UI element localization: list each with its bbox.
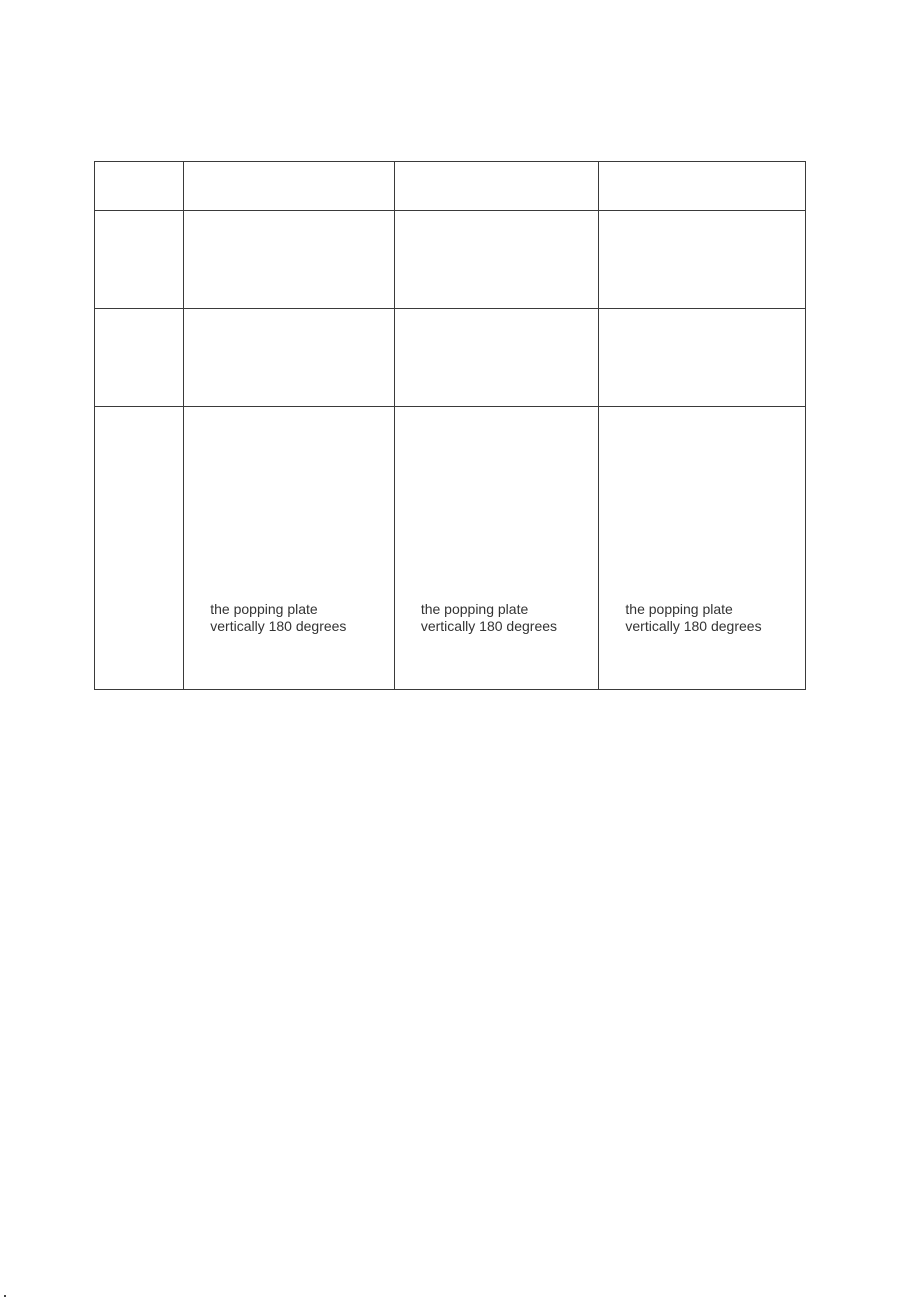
table-cell [394,407,599,690]
text-line: vertically 180 degrees [420,618,558,634]
text-line: the popping plate [625,601,733,617]
table-cell [394,162,599,211]
table-cell [599,407,806,690]
table-cell [95,309,184,407]
table-cell [184,407,395,690]
table-cell [599,309,806,407]
cell-instruction-text [421,601,557,635]
scan-dot [4,1295,6,1297]
instruction-table [94,161,806,690]
table-cell [184,162,395,211]
table-cell [184,211,395,309]
table-cell [394,309,599,407]
table-cell [95,211,184,309]
table-cell [95,162,184,211]
table-header-row [95,162,806,211]
table-cell [599,162,806,211]
table-cell [394,211,599,309]
cell-instruction-text [210,601,346,635]
table-row [95,211,806,309]
text-line: the popping plate [420,601,529,617]
table-row [95,309,806,407]
text-line: the popping plate [210,601,318,617]
table-row [95,407,806,690]
table-cell [95,407,184,690]
table-cell [599,211,806,309]
table-cell [184,309,395,407]
text-line: vertically 180 degrees [625,618,762,634]
cell-instruction-text [625,601,761,635]
text-line: vertically 180 degrees [210,618,347,634]
